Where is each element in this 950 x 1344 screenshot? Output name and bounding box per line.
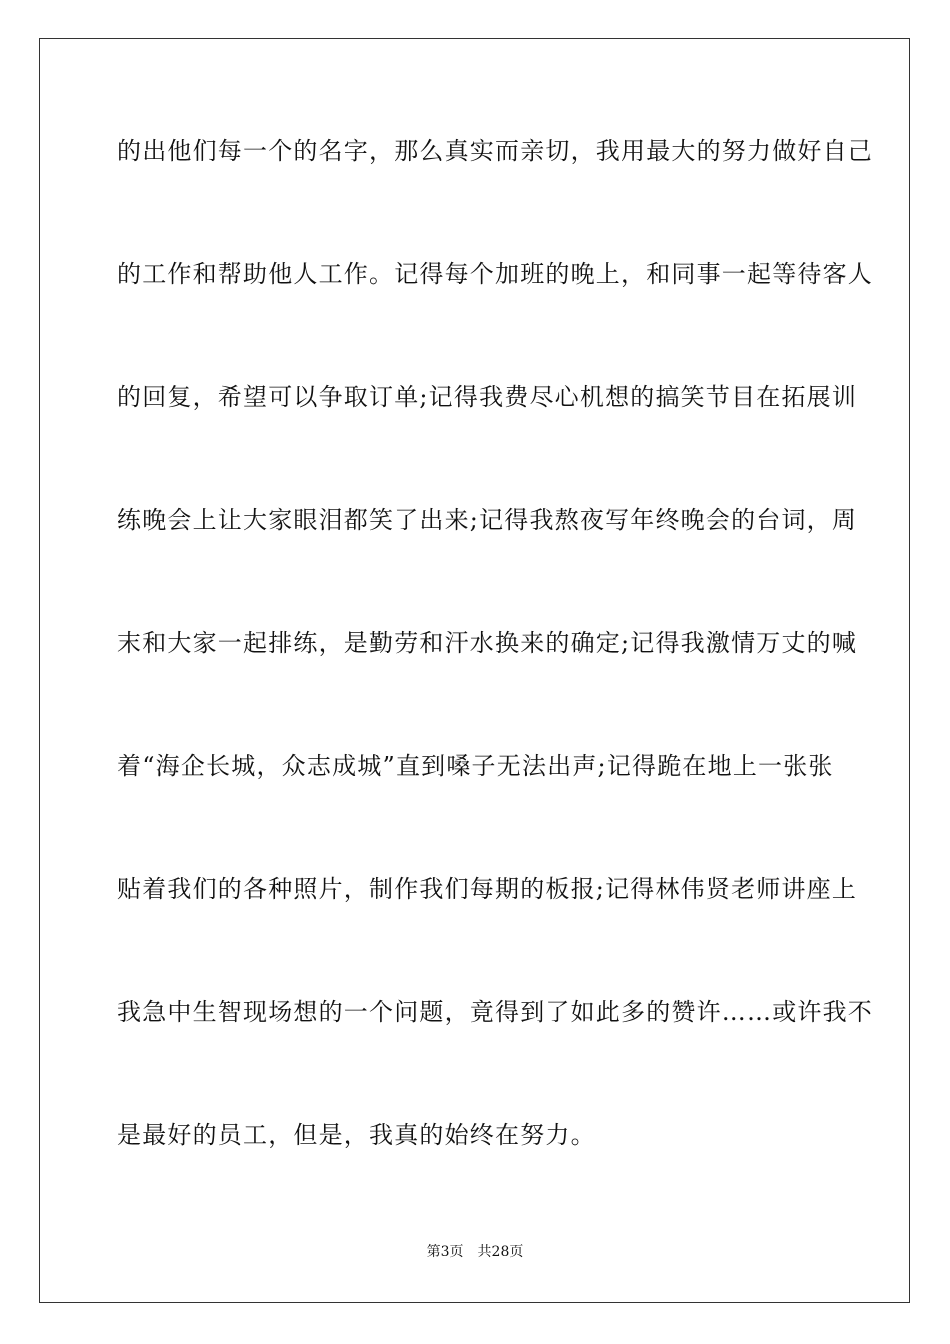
text-line: 贴着我们的各种照片，制作我们每期的板报;记得林伟贤老师讲座上 <box>117 875 858 903</box>
text-line: 的工作和帮助他人工作。记得每个加班的晚上，和同事一起等待客人 <box>117 260 873 288</box>
text-line: 我急中生智现场想的一个问题，竟得到了如此多的赞许……或许我不 <box>117 998 873 1026</box>
page-border <box>39 38 910 1303</box>
text-line: 是最好的员工，但是，我真的始终在努力。 <box>117 1121 596 1149</box>
text-line: 着“海企长城，众志成城”直到嗓子无法出声;记得跪在地上一张张 <box>117 752 834 780</box>
text-line: 练晚会上让大家眼泪都笑了出来;记得我熬夜写年终晚会的台词，周 <box>117 506 858 534</box>
text-line: 末和大家一起排练，是勤劳和汗水换来的确定;记得我激情万丈的喊 <box>117 629 858 657</box>
text-line: 的出他们每一个的名字，那么真实而亲切，我用最大的努力做好自己 <box>117 137 873 165</box>
page-number: 第3页 <box>426 1244 464 1260</box>
text-line: 的回复，希望可以争取订单;记得我费尽心机想的搞笑节目在拓展训 <box>117 383 858 411</box>
page-total: 共28页 <box>477 1244 524 1260</box>
page-footer <box>0 1243 950 1261</box>
